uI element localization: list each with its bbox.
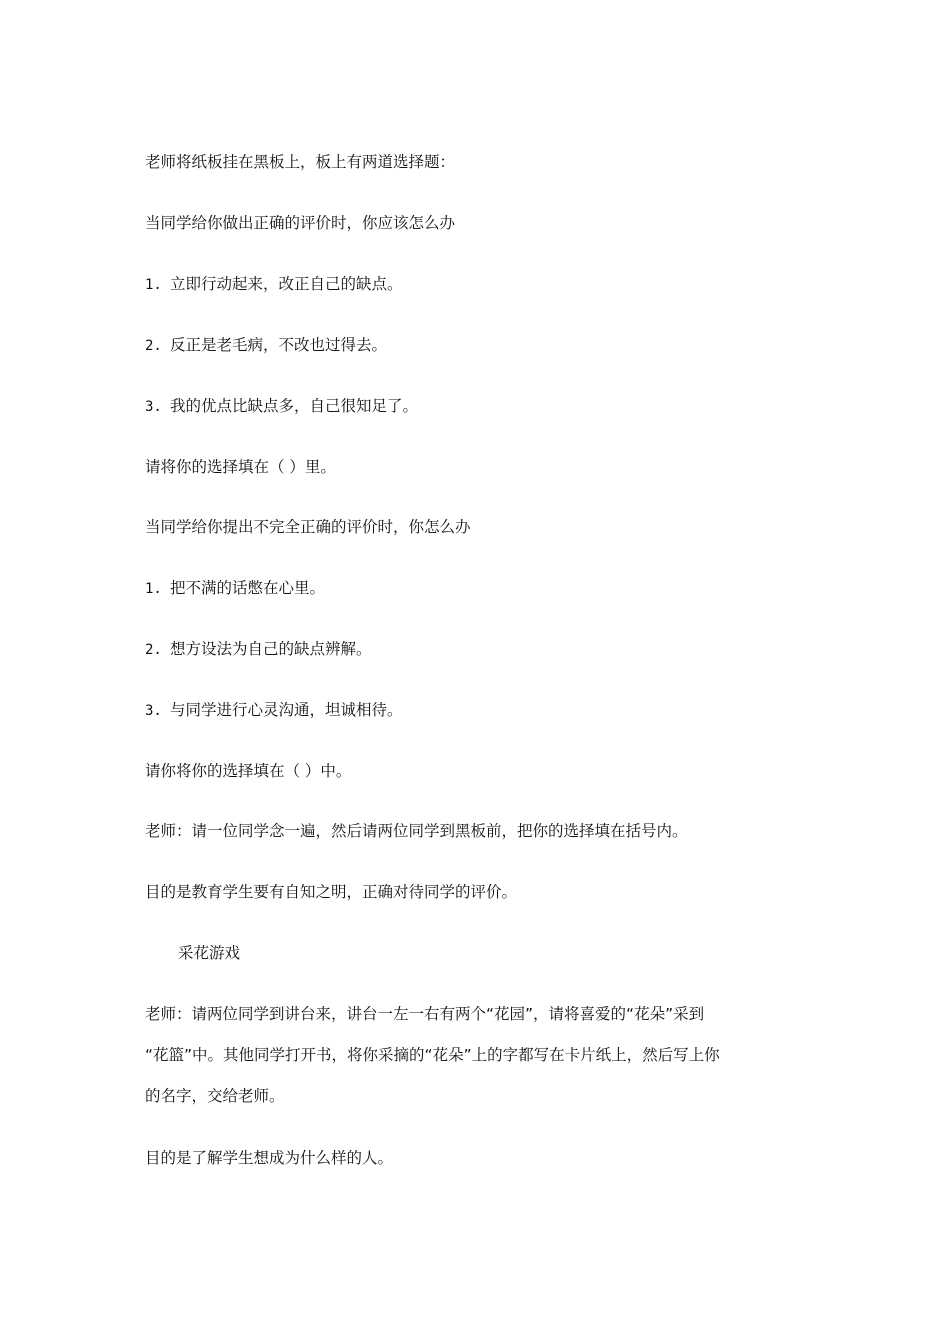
question2-prompt: 当同学给你提出不完全正确的评价时，你怎么办 <box>145 518 471 536</box>
teacher-note-2-line-3: 的名字，交给老师。 <box>145 1087 285 1105</box>
question1-option-2 <box>145 335 387 356</box>
option-text: 把不满的话憋在心里。 <box>170 579 326 597</box>
purpose-1: 目的是教育学生要有自知之明，正确对待同学的评价。 <box>145 883 518 901</box>
question2-option-1 <box>145 578 325 599</box>
option-number: 1. <box>145 277 162 293</box>
option-number: 3. <box>145 399 162 415</box>
question1-instruction: 请将你的选择填在（ ）里。 <box>145 458 336 476</box>
option-number: 3. <box>145 703 162 719</box>
teacher-note-2-line-2: “花篮”中。其他同学打开书，将你采摘的“花朵”上的字都写在卡片纸上，然后写上你 <box>145 1046 720 1064</box>
option-text: 与同学进行心灵沟通，坦诚相待。 <box>170 701 403 719</box>
purpose-2: 目的是了解学生想成为什么样的人。 <box>145 1149 394 1167</box>
option-text: 立即行动起来，改正自己的缺点。 <box>170 275 403 293</box>
question1-option-1 <box>145 274 403 295</box>
question1-prompt: 当同学给你做出正确的评价时，你应该怎么办 <box>145 214 456 232</box>
option-number: 2. <box>145 338 162 354</box>
option-text: 反正是老毛病，不改也过得去。 <box>170 336 388 354</box>
option-number: 2. <box>145 642 162 658</box>
game-title: 采花游戏 <box>178 944 241 962</box>
teacher-note-2-line-1: 老师：请两位同学到讲台来，讲台一左一右有两个“花园”，请将喜爱的“花朵”采到 <box>145 1005 705 1023</box>
question2-instruction: 请你将你的选择填在（ ）中。 <box>145 762 352 780</box>
option-text: 我的优点比缺点多，自己很知足了。 <box>170 397 419 415</box>
question2-option-2 <box>145 639 372 660</box>
question1-option-3 <box>145 396 418 417</box>
intro-text: 老师将纸板挂在黑板上，板上有两道选择题： <box>145 153 456 171</box>
question2-option-3 <box>145 700 403 721</box>
option-number: 1. <box>145 581 162 597</box>
teacher-note-1: 老师：请一位同学念一遍，然后请两位同学到黑板前，把你的选择填在括号内。 <box>145 822 688 840</box>
option-text: 想方设法为自己的缺点辨解。 <box>170 640 372 658</box>
